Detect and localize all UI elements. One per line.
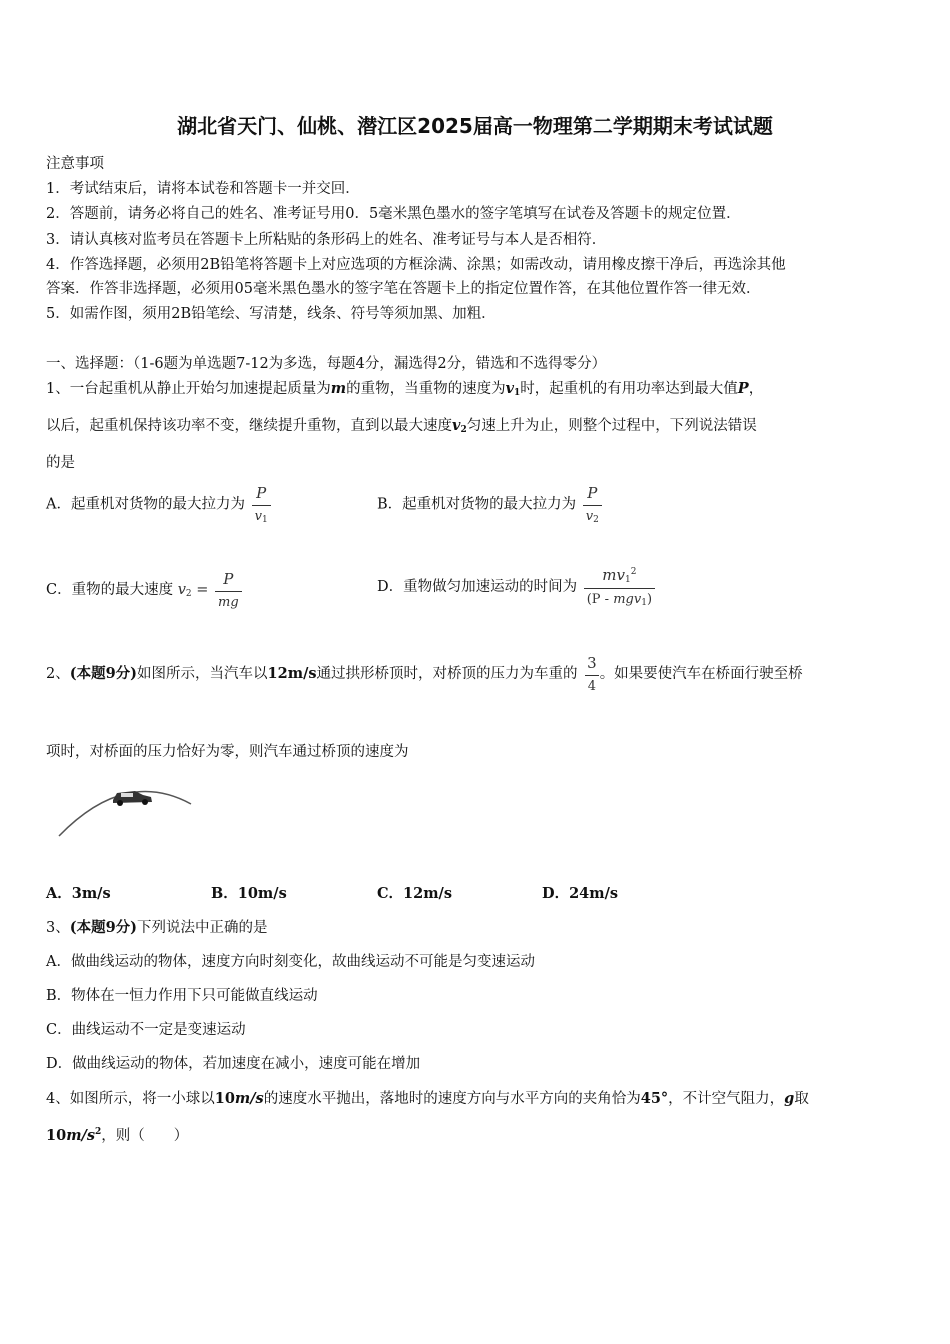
q1-fraction-a: $\frac{P}{v_1}$ [252,484,271,525]
q1-line-1: 1、一台起重机从静止开始匀加速提起质量为m的重物，当重物的速度为$v_1$时，起重机的有用功率达到最大值P， [46,380,764,398]
page-title: 湖北省天门、仙桃、潜江区2025届高一物理第二学期期末考试试题 [177,114,773,138]
notice-item-1: 1．考试结束后，请将本试卷和答题卡一并交回． [46,181,360,197]
q3-option-b: B．物体在一恒力作用下只可能做直线运动 [46,988,318,1004]
notice-item-4-cont: 答案．作答非选择题，必须用05毫米黑色墨水的签字笔在答题卡上的指定位置作答，在其他位置作答一律无效． [46,281,761,297]
q1-option-c: C．重物的最大速度 $v_2$ = $\frac{P}{mg}$ [46,570,242,610]
notice-item-4: 4．作答选择题，必须用2B铅笔将答题卡上对应选项的方框涂满、涂黑；如需改动，请用橡皮擦干净后，再选涂其他 [46,257,786,273]
q2-option-b: B．10m/s [211,885,287,902]
q2-line-2: 项时，对桥面的压力恰好为零，则汽车通过桥顶的速度为 [46,744,409,760]
car-icon [113,791,152,806]
q3-option-d: D．做曲线运动的物体，若加速度在减小，速度可能在增加 [46,1056,421,1072]
q1-option-b: B．起重机对货物的最大拉力为 $\frac{P}{v_2}$ [377,484,602,525]
q1-line-3: 的是 [46,455,75,471]
q2-option-d: D．24m/s [542,885,619,902]
q1-fraction-d: $\frac{mv_1^2}{(P - mgv_1)}$ [584,566,655,608]
q1-fraction-b: $\frac{P}{v_2}$ [583,484,602,525]
q2-line-1: 2、(本题9分)如图所示，当汽车以12m/s通过拱形桥顶时，对桥顶的压力为车重的 $\frac{3}{4}$ 。如果要使汽车在桥面行驶至桥 [46,654,803,694]
q3-line-1: 3、(本题9分)下列说法中正确的是 [46,919,268,936]
notice-item-2: 2．答题前，请务必将自己的姓名、准考证号用0．5毫米黑色墨水的签字笔填写在试卷及答题卡的规定位置． [46,206,741,222]
q4-line-1: 4、如图所示，将一小球以10m/s的速度水平抛出，落地时的速度方向与水平方向的夹角恰为45°，不计空气阻力，g取 [46,1090,809,1107]
notice-item-3: 3．请认真核对监考员在答题卡上所粘贴的条形码上的姓名、准考证号与本人是否相符． [46,232,607,248]
q1-line-2: 以后，起重机保持该功率不变，继续提升重物，直到以最大速度$v_2$匀速上升为止，则整个过程中，下列说法错误 [46,417,757,435]
section-heading: 一、选择题：（1-6题为单选题7-12为多选，每题4分，漏选得2分，错选和不选得零分） [46,356,607,372]
q2-option-a: A．3m/s [46,885,111,902]
notice-item-5: 5．如需作图，须用2B铅笔绘、写清楚，线条、符号等须加黑、加粗． [46,306,496,322]
notice-heading: 注意事项 [46,156,104,172]
q3-option-c: C．曲线运动不一定是变速运动 [46,1022,246,1038]
q2-option-c: C．12m/s [377,885,453,902]
q2-fraction: $\frac{3}{4}$ [584,654,600,694]
bridge-figure [55,780,195,840]
q1-fraction-c: $\frac{P}{mg}$ [215,570,242,610]
q1-option-a: A．起重机对货物的最大拉力为 $\frac{P}{v_1}$ [46,484,271,525]
q3-option-a: A．做曲线运动的物体，速度方向时刻变化，故曲线运动不可能是匀变速运动 [46,954,535,970]
q1-option-d: D．重物做匀加速运动的时间为 $\frac{mv_1^2}{(P - mgv_1)}$ [377,566,655,608]
q4-line-2: $10m/s^2$，则（ ） [46,1127,189,1144]
